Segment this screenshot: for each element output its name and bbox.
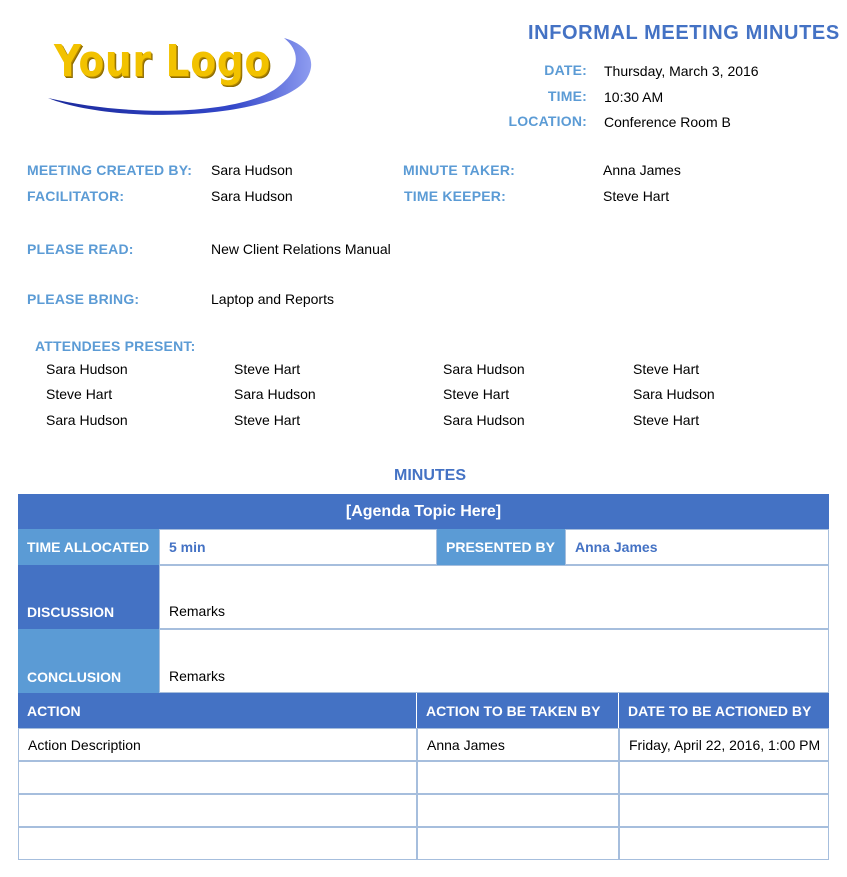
discussion-value: Remarks — [159, 565, 829, 629]
date-value: Thursday, March 3, 2016 — [604, 63, 759, 79]
action-cell — [619, 827, 829, 860]
agenda-topic-bar — [18, 494, 829, 529]
please-bring-label: PLEASE BRING: — [27, 291, 140, 307]
minutes-heading: MINUTES — [394, 467, 466, 484]
attendee-name: Steve Hart — [234, 412, 301, 428]
logo-text: Your Logo — [54, 36, 272, 87]
attendee-name: Sara Hudson — [46, 361, 128, 377]
date-actioned-header: DATE TO BE ACTIONED BY — [619, 693, 829, 728]
action-header: ACTION — [18, 693, 417, 728]
action-cell — [619, 761, 829, 794]
action-cell — [417, 761, 619, 794]
logo — [44, 30, 316, 120]
time-allocated-label: TIME ALLOCATED — [18, 529, 159, 565]
attendee-name: Sara Hudson — [633, 386, 715, 402]
presented-by-value: Anna James — [565, 529, 829, 565]
action-cell — [417, 794, 619, 827]
minute-taker-label: MINUTE TAKER: — [403, 162, 515, 178]
time-value: 10:30 AM — [604, 89, 664, 105]
action-cell — [18, 827, 417, 860]
attendee-name: Steve Hart — [46, 386, 113, 402]
time-keeper-value: Steve Hart — [603, 188, 670, 204]
presented-by-label: PRESENTED BY — [437, 529, 565, 565]
action-cell — [18, 761, 417, 794]
facilitator-value: Sara Hudson — [211, 188, 293, 204]
please-bring-value: Laptop and Reports — [211, 291, 334, 307]
facilitator-label: FACILITATOR: — [27, 188, 125, 204]
minute-taker-value: Anna James — [603, 162, 681, 178]
attendee-name: Steve Hart — [234, 361, 301, 377]
attendee-name: Steve Hart — [443, 386, 510, 402]
action-cell: Action Description — [18, 728, 417, 761]
attendee-name: Steve Hart — [633, 361, 700, 377]
time-keeper-label: TIME KEEPER: — [404, 188, 506, 204]
page-title: INFORMAL MEETING MINUTES — [528, 22, 840, 44]
agenda-topic: [Agenda Topic Here] — [345, 502, 502, 520]
action-cell — [417, 827, 619, 860]
location-label: LOCATION: — [508, 113, 587, 129]
attendee-name: Sara Hudson — [234, 386, 316, 402]
conclusion-value: Remarks — [159, 629, 829, 693]
attendee-name: Sara Hudson — [46, 412, 128, 428]
discussion-label: DISCUSSION — [18, 565, 159, 629]
date-label: DATE: — [544, 62, 587, 78]
attendee-name: Sara Hudson — [443, 361, 525, 377]
action-cell: Friday, April 22, 2016, 1:00 PM — [619, 728, 829, 761]
attendee-name: Steve Hart — [633, 412, 700, 428]
action-taken-by-header: ACTION TO BE TAKEN BY — [417, 693, 619, 728]
created-by-value: Sara Hudson — [211, 162, 293, 178]
minutes-table — [18, 494, 829, 861]
location-value: Conference Room B — [604, 114, 731, 130]
action-cell — [18, 794, 417, 827]
please-read-label: PLEASE READ: — [27, 241, 134, 257]
action-cell: Anna James — [417, 728, 619, 761]
time-label: TIME: — [547, 88, 587, 104]
created-by-label: MEETING CREATED BY: — [27, 162, 193, 178]
conclusion-label: CONCLUSION — [18, 629, 159, 693]
please-read-value: New Client Relations Manual — [211, 241, 391, 257]
time-allocated-value: 5 min — [159, 529, 437, 565]
attendee-name: Sara Hudson — [443, 412, 525, 428]
action-cell — [619, 794, 829, 827]
attendees-label: ATTENDEES PRESENT: — [35, 338, 196, 354]
